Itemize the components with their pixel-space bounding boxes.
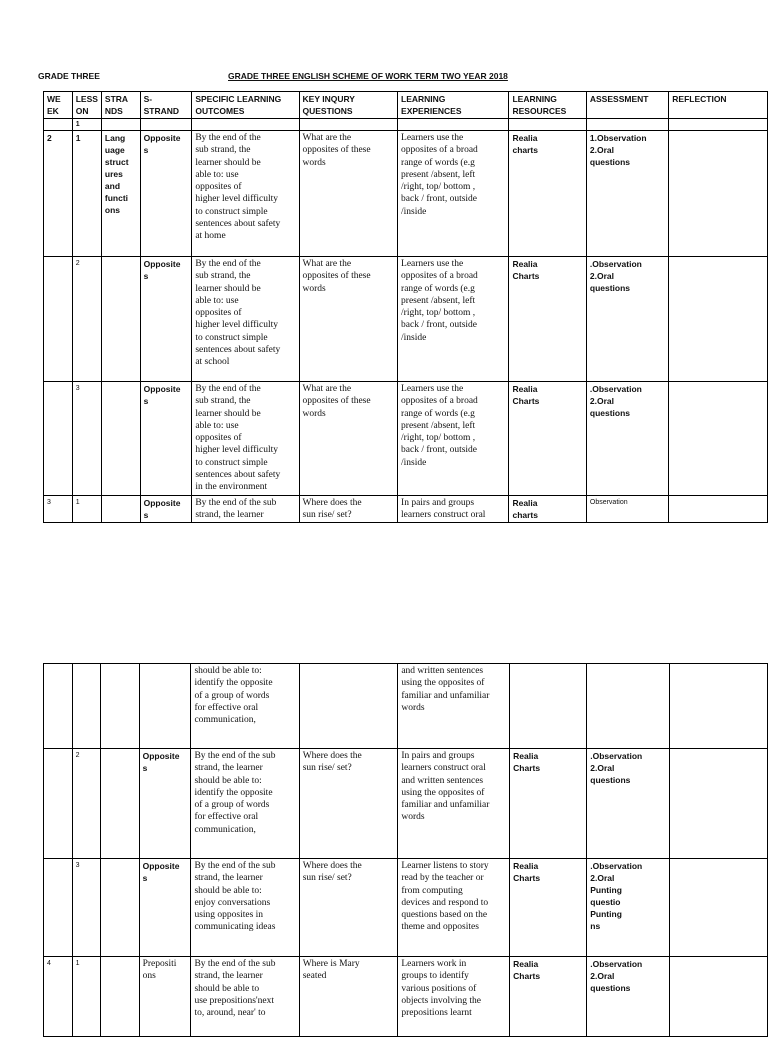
- question-cell: What are the opposites of these words: [299, 257, 398, 382]
- header-week: WE EK: [44, 92, 73, 119]
- question-cell: Where does the sun rise/ set?: [299, 749, 398, 859]
- week-cell: [44, 382, 73, 496]
- table-row: [44, 664, 768, 749]
- sub-strand-cell: [139, 664, 191, 749]
- reflection-cell: [669, 257, 768, 382]
- resource-cell: Realia charts: [509, 495, 586, 523]
- resource-cell: Realia charts: [509, 131, 586, 257]
- sub-strand-cell: Opposite s: [140, 257, 192, 382]
- header-experiences: LEARNING EXPERIENCES: [398, 92, 509, 119]
- strand-cell: [101, 957, 139, 1037]
- outcome-cell: By the end of the sub strand, the learner should be able to: enjoy conversations using opposites in communicating ideas: [191, 859, 299, 957]
- week-cell: 2: [44, 131, 73, 257]
- strand-cell: [101, 664, 139, 749]
- lesson-cell: 3: [72, 859, 101, 957]
- assessment-cell: .Observation 2.Oral Punting questio Punting ns: [587, 859, 670, 957]
- assessment-cell: .Observation 2.Oral questions: [586, 257, 668, 382]
- question-cell: Where does the sun rise/ set?: [299, 495, 398, 523]
- outcome-cell: By the end of the sub strand, the learner should be able to: use opposites of higher level difficulty to construct simple sentences about safety in the environment: [192, 382, 299, 496]
- reflection-cell: [669, 859, 767, 957]
- week-cell: [44, 119, 73, 131]
- question-cell: [299, 664, 398, 749]
- assessment-cell: 1.Observation 2.Oral questions: [586, 131, 668, 257]
- table-row: [44, 257, 768, 382]
- reflection-cell: [669, 664, 767, 749]
- week-cell: 3: [44, 495, 73, 523]
- outcome-cell: [192, 119, 299, 131]
- table-row: [44, 119, 768, 131]
- table-row: [44, 749, 768, 859]
- lesson-cell: [72, 664, 101, 749]
- assessment-cell: [586, 119, 668, 131]
- reflection-cell: [669, 131, 768, 257]
- lesson-cell: 1: [72, 495, 101, 523]
- strand-cell: [101, 119, 140, 131]
- resource-cell: Realia Charts: [509, 257, 586, 382]
- strand-cell: Lang uage struct ures and functi ons: [101, 131, 140, 257]
- reflection-cell: [669, 495, 768, 523]
- sub-strand-cell: Opposite s: [140, 131, 192, 257]
- experience-cell: [398, 119, 509, 131]
- header-resources: LEARNING RESOURCES: [509, 92, 586, 119]
- header-outcomes: SPECIFIC LEARNING OUTCOMES: [192, 92, 299, 119]
- resource-cell: Realia Charts: [510, 749, 587, 859]
- outcome-cell: By the end of the sub strand, the learner should be able to: use opposites of higher level difficulty to construct simple sentences about safety at school: [192, 257, 299, 382]
- lesson-cell: 1: [72, 131, 101, 257]
- assessment-cell: Observation: [586, 495, 668, 523]
- experience-cell: Learners work in groups to identify various positions of objects involving the prepositions learnt: [398, 957, 510, 1037]
- lesson-cell: 2: [72, 257, 101, 382]
- sub-strand-cell: [140, 119, 192, 131]
- week-cell: [44, 859, 73, 957]
- lesson-cell: 2: [72, 749, 101, 859]
- document-title: GRADE THREE ENGLISH SCHEME OF WORK TERM TWO YEAR 2018: [228, 71, 508, 81]
- outcome-cell: By the end of the sub strand, the learner should be able to: identify the opposite of a group of words for effective oral communication,: [191, 749, 299, 859]
- sub-strand-cell: Opposite s: [140, 495, 192, 523]
- header-row: [44, 92, 768, 119]
- reflection-cell: [669, 119, 768, 131]
- question-cell: Where is Mary seated: [299, 957, 398, 1037]
- table-row: [44, 131, 768, 257]
- resource-cell: Realia Charts: [509, 382, 586, 496]
- strand-cell: [101, 495, 140, 523]
- assessment-cell: .Observation 2.Oral questions: [587, 749, 670, 859]
- scheme-table-page-1: [43, 91, 768, 523]
- experience-cell: and written sentences using the opposites of familiar and unfamiliar words: [398, 664, 510, 749]
- scheme-table-page-2: [43, 663, 768, 1037]
- assessment-cell: .Observation 2.Oral questions: [586, 382, 668, 496]
- table-row: [44, 382, 768, 496]
- question-cell: What are the opposites of these words: [299, 131, 398, 257]
- week-cell: [44, 257, 73, 382]
- experience-cell: Learners use the opposites of a broad range of words (e.g present /absent, left /right, top/ bottom , back / front, outside /inside: [398, 131, 509, 257]
- assessment-cell: .Observation 2.Oral questions: [587, 957, 670, 1037]
- experience-cell: In pairs and groups learners construct oral and written sentences using the opposites of familiar and unfamiliar words: [398, 749, 510, 859]
- reflection-cell: [669, 382, 768, 496]
- header-key-inquiry: KEY INQURY QUESTIONS: [299, 92, 398, 119]
- strand-cell: [101, 382, 140, 496]
- sub-strand-cell: Opposite s: [139, 859, 191, 957]
- reflection-cell: [669, 749, 767, 859]
- question-cell: What are the opposites of these words: [299, 382, 398, 496]
- question-cell: Where does the sun rise/ set?: [299, 859, 398, 957]
- strand-cell: [101, 859, 139, 957]
- experience-cell: Learners use the opposites of a broad range of words (e.g present /absent, left /right, top/ bottom , back / front, outside /inside: [398, 382, 509, 496]
- resource-cell: [509, 119, 586, 131]
- resource-cell: Realia Charts: [510, 957, 587, 1037]
- grade-label: GRADE THREE: [38, 71, 100, 81]
- table-row: [44, 859, 768, 957]
- experience-cell: Learners use the opposites of a broad range of words (e.g present /absent, left /right, top/ bottom , back / front, outside /inside: [398, 257, 509, 382]
- lesson-cell: 3: [72, 382, 101, 496]
- assessment-cell: [587, 664, 670, 749]
- outcome-cell: By the end of the sub strand, the learner should be able to: use opposites of higher level difficulty to construct simple sentences about safety at home: [192, 131, 299, 257]
- header-sub-strand: S- STRAND: [140, 92, 192, 119]
- table-row: [44, 495, 768, 523]
- sub-strand-cell: Opposite s: [139, 749, 191, 859]
- sub-strand-cell: Opposite s: [140, 382, 192, 496]
- lesson-cell: 1: [72, 119, 101, 131]
- sub-strand-cell: Prepositi ons: [139, 957, 191, 1037]
- week-cell: [44, 749, 73, 859]
- table-row: [44, 957, 768, 1037]
- outcome-cell: should be able to: identify the opposite of a group of words for effective oral communication,: [191, 664, 299, 749]
- question-cell: [299, 119, 398, 131]
- outcome-cell: By the end of the sub strand, the learner should be able to use prepositions'next to, around, near' to: [191, 957, 299, 1037]
- strand-cell: [101, 749, 139, 859]
- header-lesson: LESS ON: [72, 92, 101, 119]
- experience-cell: In pairs and groups learners construct oral: [398, 495, 509, 523]
- header-reflection: REFLECTION: [669, 92, 768, 119]
- reflection-cell: [669, 957, 767, 1037]
- strand-cell: [101, 257, 140, 382]
- week-cell: [44, 664, 73, 749]
- experience-cell: Learner listens to story read by the teacher or from computing devices and respond to questions based on the theme and opposites: [398, 859, 510, 957]
- resource-cell: [510, 664, 587, 749]
- outcome-cell: By the end of the sub strand, the learner: [192, 495, 299, 523]
- header-strands: STRA NDS: [101, 92, 140, 119]
- resource-cell: Realia Charts: [510, 859, 587, 957]
- week-cell: 4: [44, 957, 73, 1037]
- lesson-cell: 1: [72, 957, 101, 1037]
- header-assessment: ASSESSMENT: [586, 92, 668, 119]
